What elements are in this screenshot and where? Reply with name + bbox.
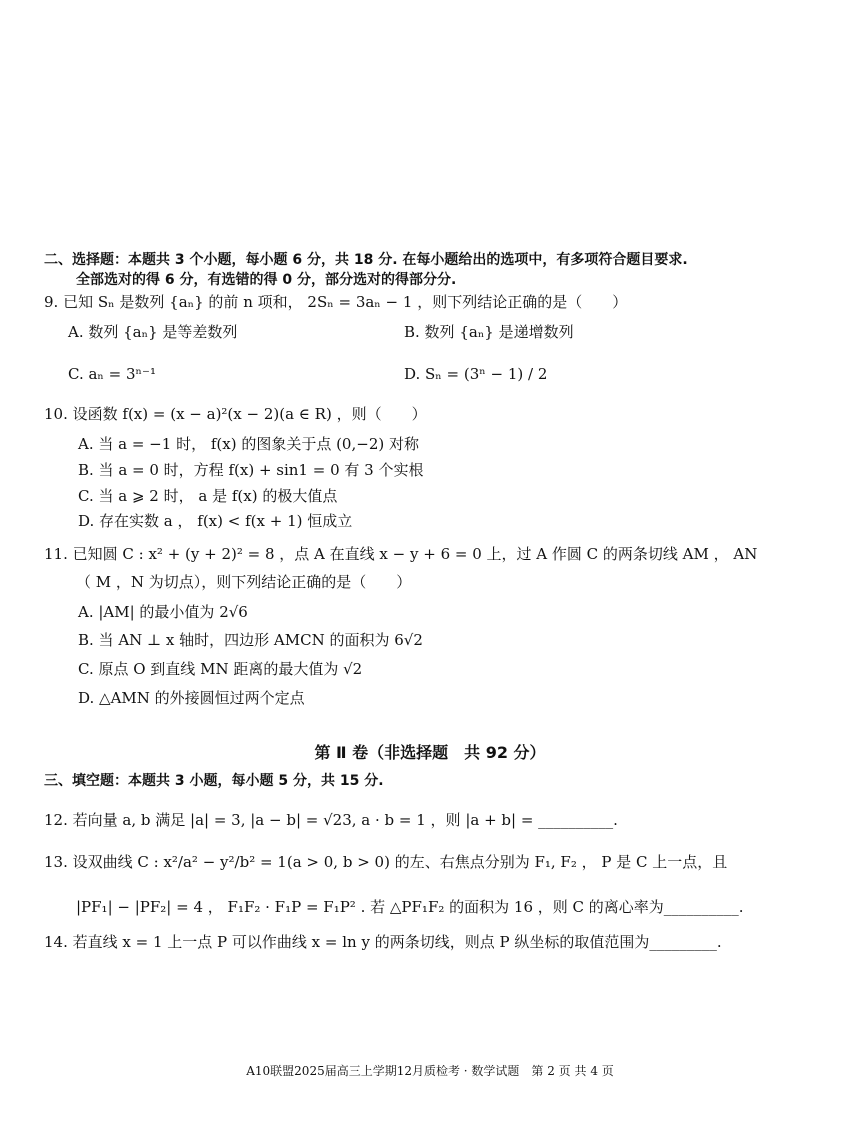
question-9-option-b: B. 数列 {aₙ} 是递增数列: [404, 323, 574, 341]
question-9-stem: 9. 已知 Sₙ 是数列 {aₙ} 的前 n 项和， 2Sₙ = 3aₙ − 1 ，则下列结论正确的是（ ）: [44, 293, 628, 311]
question-10-option-a: A. 当 a = −1 时， f(x) 的图象关于点 (0,−2) 对称: [78, 435, 419, 453]
page-footer: A10联盟2025届高三上学期12月质检考 · 数学试题 第 2 页 共 4 页: [246, 1064, 614, 1078]
question-10-option-b: B. 当 a = 0 时，方程 f(x) + sin1 = 0 有 3 个实根: [78, 461, 424, 479]
question-13-line-2: |PF₁| − |PF₂| = 4 ， F₁F₂ · F₁P = F₁P² . 若 △PF₁F₂ 的面积为 16 ，则 C 的离心率为__________.: [76, 898, 744, 916]
question-11-option-a: A. |AM| 的最小值为 2√6: [78, 603, 248, 621]
question-12: 12. 若向量 a, b 满足 |a| = 3, |a − b| = √23, a · b = 1 ，则 |a + b| = __________.: [44, 811, 618, 829]
question-10-option-d: D. 存在实数 a ， f(x) < f(x + 1) 恒成立: [78, 512, 353, 530]
question-11-option-c: C. 原点 O 到直线 MN 距离的最大值为 √2: [78, 660, 363, 678]
part-2-title: 第 Ⅱ 卷（非选择题 共 92 分）: [314, 743, 546, 762]
question-10-option-c: C. 当 a ⩾ 2 时， a 是 f(x) 的极大值点: [78, 487, 338, 505]
question-13-line-1: 13. 设双曲线 C : x²/a² − y²/b² = 1(a > 0, b > 0) 的左、右焦点分别为 F₁, F₂ ， P 是 C 上一点，且: [44, 853, 728, 871]
section-2-heading: 二、选择题：本题共 3 个小题，每小题 6 分，共 18 分. 在每小题给出的选项中，有多项符合题目要求.: [44, 252, 688, 268]
question-11-stem-line-2: （ M ，N 为切点），则下列结论正确的是（ ）: [76, 573, 412, 591]
question-11-option-b: B. 当 AN ⊥ x 轴时，四边形 AMCN 的面积为 6√2: [78, 631, 423, 649]
question-9-option-a: A. 数列 {aₙ} 是等差数列: [68, 323, 238, 341]
question-11-stem-line-1: 11. 已知圆 C : x² + (y + 2)² = 8 ，点 A 在直线 x − y + 6 = 0 上，过 A 作圆 C 的两条切线 AM ， AN: [44, 545, 758, 563]
question-11-option-d: D. △AMN 的外接圆恒过两个定点: [78, 689, 305, 707]
question-14: 14. 若直线 x = 1 上一点 P 可以作曲线 x = ln y 的两条切线，则点 P 纵坐标的取值范围为_________.: [44, 933, 722, 951]
question-10-stem: 10. 设函数 f(x) = (x − a)²(x − 2)(a ∈ R) ，则（ ）: [44, 405, 427, 423]
section-2-instructions: 全部选对的得 6 分，有选错的得 0 分，部分选对的得部分分.: [76, 272, 457, 288]
question-9-option-c: C. aₙ = 3ⁿ⁻¹: [68, 365, 156, 383]
section-3-heading: 三、填空题：本题共 3 小题，每小题 5 分，共 15 分.: [44, 773, 384, 789]
question-9-option-d: D. Sₙ = (3ⁿ − 1) / 2: [404, 365, 548, 383]
